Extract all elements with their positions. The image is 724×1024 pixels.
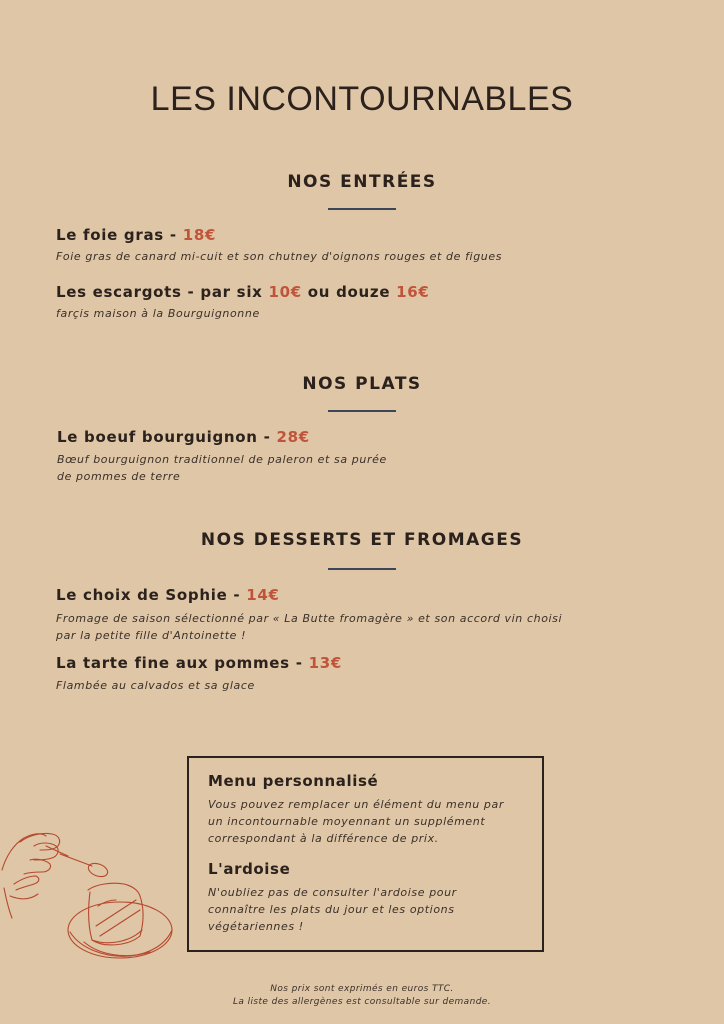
menu-personnalise-line3: correspondant à la différence de prix. (208, 832, 439, 845)
menu-personnalise-line1: Vous pouvez remplacer un élément du menu par (208, 798, 504, 811)
hand-serving-illustration-icon (0, 826, 185, 971)
item-description-line2: par la petite fille d'Antoinette ! (56, 629, 247, 642)
ardoise-title: L'ardoise (208, 860, 291, 878)
section-heading-plats: NOS PLATS (302, 374, 422, 394)
ardoise-line3: végétariennes ! (208, 920, 304, 933)
section-heading-desserts: NOS DESSERTS ET FROMAGES (200, 530, 524, 550)
item-name-continued: ou douze (301, 283, 397, 301)
item-description-line1: Fromage de saison sélectionné par « La Butte fromagère » et son accord vin choisi (56, 612, 563, 625)
menu-personnalise-title: Menu personnalisé (208, 772, 379, 790)
menu-item-tarte-fine (56, 654, 342, 672)
section-divider (328, 410, 396, 412)
menu-item-choix-de-sophie (56, 586, 280, 604)
menu-personnalise-line2: un incontournable moyennant un supplément (208, 815, 486, 828)
item-description: Flambée au calvados et sa glace (56, 679, 255, 692)
footer-allergens-note: La liste des allergènes est consultable sur demande. (232, 997, 492, 1007)
menu-item-escargots (56, 283, 430, 301)
ardoise-line1: N'oubliez pas de consulter l'ardoise pour (208, 886, 457, 899)
info-box (187, 756, 544, 952)
item-description-line1: Bœuf bourguignon traditionnel de paleron et sa purée (57, 453, 387, 466)
item-name: La tarte fine aux pommes - (56, 654, 309, 672)
menu-item-foie-gras (56, 226, 216, 244)
item-price: 13€ (308, 654, 342, 672)
item-price: 14€ (246, 586, 280, 604)
section-heading-entrees: NOS ENTRÉES (287, 172, 437, 192)
ardoise-line2: connaître les plats du jour et les options (208, 903, 455, 916)
item-description: Foie gras de canard mi-cuit et son chutney d'oignons rouges et de figues (56, 250, 503, 263)
footer-prices-note: Nos prix sont exprimés en euros TTC. (270, 984, 454, 994)
section-divider (328, 208, 396, 210)
section-divider (328, 568, 396, 570)
item-price-six: 10€ (268, 283, 302, 301)
item-price-douze: 16€ (396, 283, 430, 301)
item-description-line2: de pommes de terre (57, 470, 181, 483)
item-name: Les escargots - par six (56, 283, 269, 301)
item-price: 18€ (182, 226, 217, 244)
item-description: farçis maison à la Bourguignonne (56, 307, 260, 320)
item-name: Le boeuf bourguignon - (57, 428, 277, 446)
item-name: Le foie gras - (56, 226, 183, 244)
item-price: 28€ (276, 428, 310, 446)
menu-title: LES INCONTOURNABLES (150, 80, 574, 118)
item-name: Le choix de Sophie - (56, 586, 247, 604)
menu-item-boeuf-bourguignon (57, 428, 310, 446)
